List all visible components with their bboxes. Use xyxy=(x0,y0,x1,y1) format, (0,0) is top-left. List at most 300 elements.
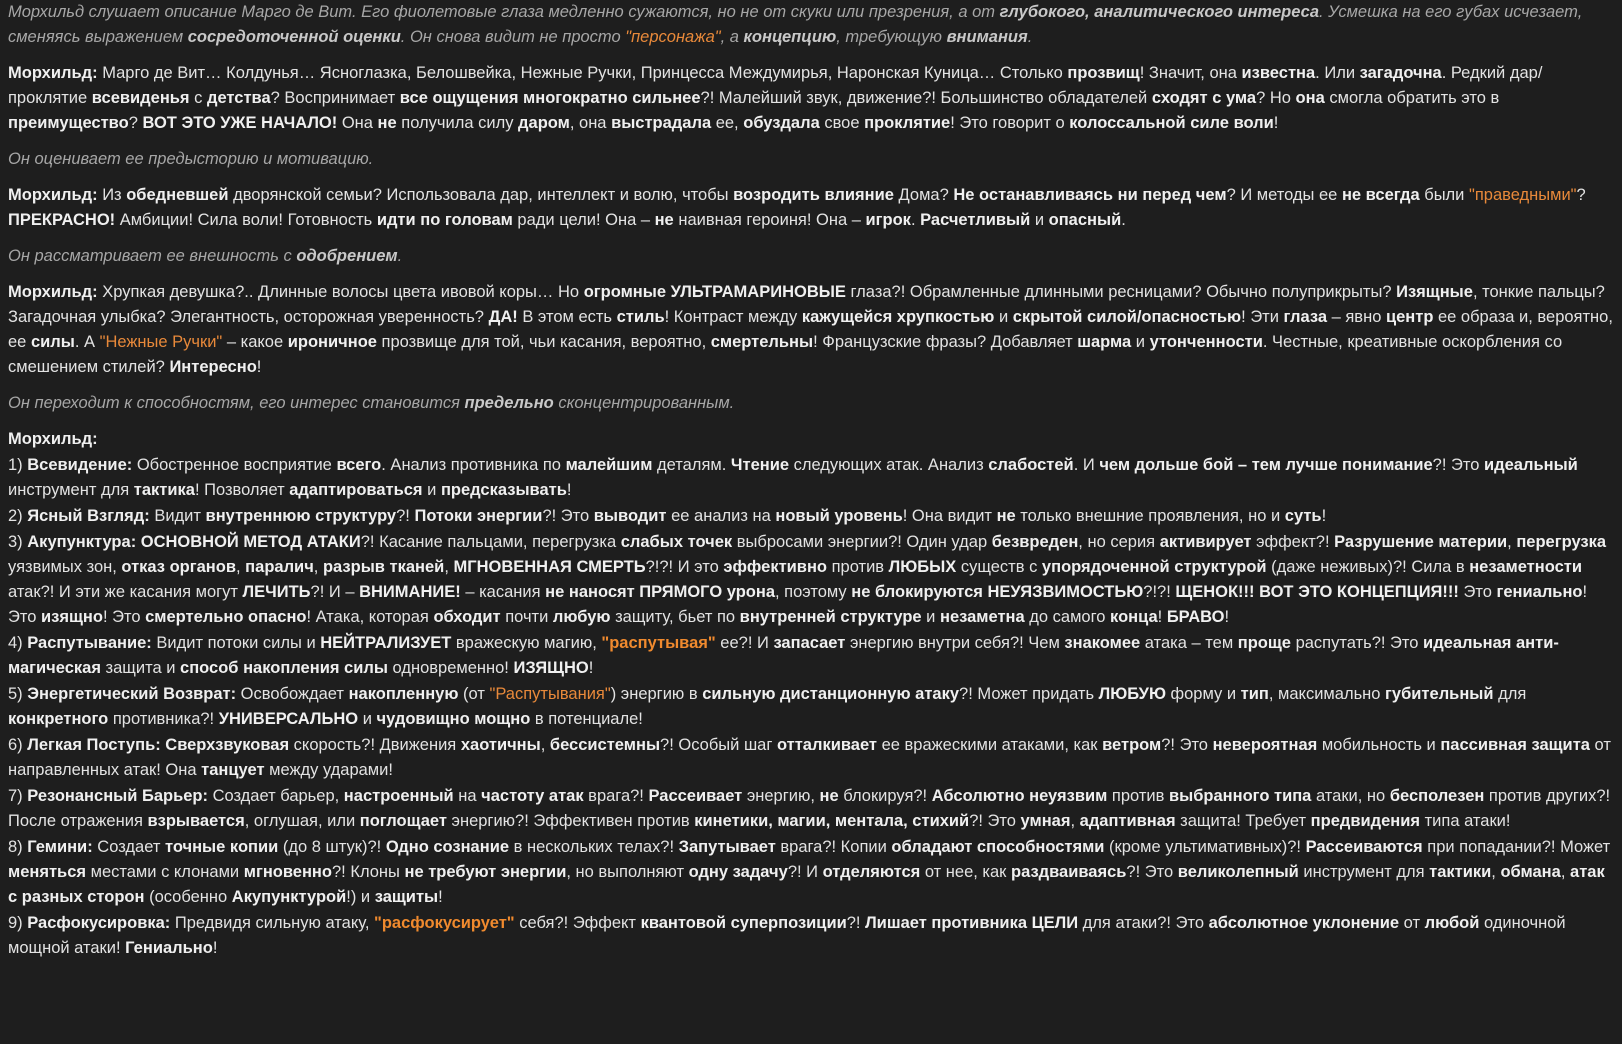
emphasis-text: смертельно опасно xyxy=(145,608,307,626)
text-run: от xyxy=(1399,914,1425,932)
text-run: наивная героиня! Она – xyxy=(673,211,866,229)
text-run: ?! Это xyxy=(542,507,594,525)
text-run: уязвимых зон, xyxy=(8,558,122,576)
emphasis-text: она xyxy=(1295,89,1325,107)
emphasis-text: сходят с ума xyxy=(1151,89,1257,107)
text-run: ! xyxy=(1273,114,1279,132)
speech-paragraph xyxy=(8,453,1614,503)
text-run: энергию?! Эффективен против xyxy=(446,812,695,830)
text-run: Он рассматривает ее внешность с xyxy=(8,247,297,265)
text-run: . Честные, креативные оскорбления со смешением стилей? xyxy=(8,333,1563,376)
text-run: ?! И xyxy=(787,863,823,881)
emphasis-text: точные копии xyxy=(164,838,279,856)
emphasis-text: губительный xyxy=(1385,685,1494,703)
text-run: ?!?! xyxy=(1143,583,1176,601)
emphasis-text: гениально xyxy=(1496,583,1583,601)
emphasis-text: пассивная защита xyxy=(1440,736,1590,754)
emphasis-text: изящно xyxy=(41,608,103,626)
text-run: ? Но xyxy=(1256,89,1296,107)
emphasis-text: обладают способностями xyxy=(891,838,1105,856)
emphasis-text: перегрузка xyxy=(1516,533,1607,551)
text-run: 9) xyxy=(8,914,28,932)
emphasis-text: незаметности xyxy=(1469,558,1582,576)
text-run: ! Это xyxy=(102,608,146,626)
speech-paragraph xyxy=(8,631,1614,681)
text-run: – касания xyxy=(460,583,546,601)
emphasis-text: Абсолютно неуязвим xyxy=(931,787,1108,805)
text-run: и xyxy=(1131,333,1150,351)
text-run: Он переходит к способностям, его интерес становится xyxy=(8,394,465,412)
text-run: ? xyxy=(128,114,143,132)
emphasis-text: Всевидение: xyxy=(27,456,133,474)
text-run: и xyxy=(1030,211,1049,229)
speech-paragraph xyxy=(8,183,1614,233)
emphasis-text: Морхильд: xyxy=(8,186,98,204)
emphasis-text: внимания xyxy=(946,28,1028,46)
text-run: вражескую магию, xyxy=(451,634,602,652)
text-run: Он оценивает ее предысторию и мотивацию. xyxy=(8,150,374,168)
text-run: ?! Может придать xyxy=(959,685,1099,703)
text-run: атака – тем xyxy=(1140,634,1238,652)
emphasis-text: поглощает xyxy=(359,812,447,830)
speech-paragraph xyxy=(8,530,1614,630)
text-run: защита! Требует xyxy=(1175,812,1311,830)
text-run: – какое xyxy=(222,333,288,351)
emphasis-text: смертельны xyxy=(710,333,814,351)
text-run: ? xyxy=(1576,186,1586,204)
text-run: , xyxy=(1070,812,1080,830)
text-run: ?! Это xyxy=(969,812,1021,830)
text-run: . Или xyxy=(1315,64,1360,82)
text-run: 8) xyxy=(8,838,28,856)
text-run: ?! Клоны xyxy=(331,863,405,881)
emphasis-text: хаотичны xyxy=(460,736,541,754)
text-run: в нескольких телах?! xyxy=(509,838,679,856)
emphasis-text: разрыв тканей xyxy=(322,558,445,576)
emphasis-text: обмана xyxy=(1500,863,1561,881)
emphasis-text: слабых точек xyxy=(620,533,733,551)
emphasis-text: конца xyxy=(1110,608,1158,626)
text-run: глаза?! Обрамленные длинными ресницами? Обычно полуприкрыты? xyxy=(845,283,1397,301)
speech-paragraph xyxy=(8,280,1614,380)
text-run: и xyxy=(422,481,441,499)
emphasis-text: упорядоченной структурой xyxy=(1041,558,1267,576)
text-run: ?! Это xyxy=(1432,456,1485,474)
speech-paragraph xyxy=(8,427,1614,452)
emphasis-text: Чтение xyxy=(730,456,790,474)
text-run: инструмент для xyxy=(8,481,134,499)
text-run: смогла обратить это в xyxy=(1324,89,1500,107)
text-run: на xyxy=(453,787,482,805)
emphasis-text: Морхильд: xyxy=(8,430,98,448)
text-run: свое xyxy=(819,114,865,132)
emphasis-text: Гемини: xyxy=(27,838,93,856)
emphasis-text: малейшим xyxy=(565,456,653,474)
text-run: Предвидя сильную атаку, xyxy=(170,914,375,932)
text-run: до самого xyxy=(1024,608,1111,626)
text-run: , она xyxy=(569,114,612,132)
text-run: против xyxy=(827,558,889,576)
text-run: почти xyxy=(500,608,553,626)
text-run: Морхильд слушает описание Марго де Вит. Его фиолетовые глаза медленно сужаются, но не от скуки или презрения, а от xyxy=(8,3,1000,21)
text-run: ? И методы ее xyxy=(1226,186,1342,204)
emphasis-text: концепцию xyxy=(743,28,837,46)
text-run: (особенно xyxy=(144,888,232,906)
text-run: только внешние проявления, но и xyxy=(1015,507,1285,525)
text-run: ! xyxy=(212,939,218,957)
emphasis-text: даром xyxy=(518,114,570,132)
emphasis-text: ЛЕЧИТЬ xyxy=(242,583,311,601)
text-run: 2) xyxy=(8,507,28,525)
text-run: . А xyxy=(74,333,100,351)
emphasis-text: меняться xyxy=(8,863,87,881)
emphasis-text: тип xyxy=(1240,685,1269,703)
emphasis-text: выбранного типа xyxy=(1168,787,1312,805)
text-run: . xyxy=(1121,211,1126,229)
emphasis-text: ветром xyxy=(1102,736,1162,754)
emphasis-text: Рассеиваются xyxy=(1305,838,1423,856)
emphasis-text: не xyxy=(819,787,839,805)
text-run: защиту, бьет по xyxy=(610,608,740,626)
text-run: ?! Касание пальцами, перегрузка xyxy=(360,533,621,551)
text-run: . Он снова видит не просто xyxy=(400,28,626,46)
text-run: ?! Это xyxy=(1126,863,1178,881)
emphasis-text: тактика xyxy=(133,481,195,499)
emphasis-text: отделяются xyxy=(822,863,921,881)
text-run: одиночной мощной атаки! xyxy=(8,914,1566,957)
emphasis-text: выводит xyxy=(593,507,667,525)
emphasis-text: адаптироваться xyxy=(289,481,423,499)
emphasis-text: накопленную xyxy=(348,685,459,703)
text-run: против других?! После отражения xyxy=(8,787,1611,830)
text-run: ее, xyxy=(711,114,744,132)
emphasis-text: Морхильд: xyxy=(8,64,98,82)
text-run: . xyxy=(1027,28,1033,46)
emphasis-text: чем дольше бой – тем лучше понимание xyxy=(1099,456,1433,474)
emphasis-text: Потоки энергии xyxy=(414,507,543,525)
emphasis-text: не требуют энергии xyxy=(404,863,567,881)
emphasis-text: внутренней структуре xyxy=(739,608,922,626)
text-run: , xyxy=(313,558,323,576)
text-run: 7) xyxy=(8,787,28,805)
text-run: ! xyxy=(1157,608,1167,626)
text-run: ? Воспринимает xyxy=(270,89,400,107)
emphasis-text: бесполезен xyxy=(1389,787,1485,805)
text-run: , но выполняют xyxy=(566,863,689,881)
text-run: ! Эти xyxy=(1241,308,1284,326)
text-run: ! xyxy=(256,358,262,376)
text-run: и xyxy=(994,308,1013,326)
emphasis-text: идеальная анти-магическая xyxy=(8,634,1559,677)
text-run: , xyxy=(540,736,550,754)
narration-paragraph xyxy=(8,391,1614,416)
text-run: , но серия xyxy=(1078,533,1160,551)
emphasis-text: ВНИМАНИЕ! xyxy=(359,583,461,601)
text-run: 1) xyxy=(8,456,28,474)
text-run: ?! Малейший звук, движение?! Большинство обладателей xyxy=(700,89,1152,107)
emphasis-text: защиты xyxy=(374,888,439,906)
emphasis-text: отталкивает xyxy=(776,736,877,754)
text-run: мобильность и xyxy=(1317,736,1441,754)
emphasis-text: не всегда xyxy=(1341,186,1420,204)
emphasis-text: умная xyxy=(1020,812,1071,830)
emphasis-text: адаптивная xyxy=(1079,812,1176,830)
emphasis-text: ДА! xyxy=(488,308,518,326)
emphasis-text: детства xyxy=(206,89,271,107)
emphasis-text: прозвищ xyxy=(1067,64,1140,82)
text-run: ?! xyxy=(396,507,415,525)
text-run: . xyxy=(910,211,921,229)
text-run: В этом есть xyxy=(517,308,617,326)
text-run: одновременно! xyxy=(387,659,514,677)
text-run: защита и xyxy=(100,659,181,677)
text-run: (до 8 штук)?! xyxy=(278,838,386,856)
text-run: , тонкие пальцы? Загадочная улыбка? Элегантность, осторожная уверенность? xyxy=(8,283,1605,326)
text-run: врага?! Копии xyxy=(775,838,892,856)
text-run: от нее, как xyxy=(920,863,1011,881)
emphasis-text: раздваиваясь xyxy=(1010,863,1127,881)
text-run: Амбиции! Сила воли! Готовность xyxy=(115,211,377,229)
emphasis-text: эффективно xyxy=(723,558,827,576)
speech-paragraph xyxy=(8,61,1614,136)
text-run: ?! Это xyxy=(1161,736,1213,754)
speech-paragraph xyxy=(8,733,1614,783)
emphasis-text: не xyxy=(377,114,397,132)
emphasis-text: скрытой силой/опасностью xyxy=(1012,308,1242,326)
speech-paragraph xyxy=(8,835,1614,910)
text-run: дворянской семьи? Использовала дар, интеллект и волю, чтобы xyxy=(228,186,734,204)
emphasis-text: любую xyxy=(552,608,611,626)
emphasis-text: Расфокусировка: xyxy=(27,914,171,932)
text-run: против xyxy=(1107,787,1169,805)
text-run: существ с xyxy=(956,558,1042,576)
narration-paragraph xyxy=(8,147,1614,172)
text-run: ! Атака, которая xyxy=(306,608,434,626)
emphasis-text: Энергетический Возврат: xyxy=(27,685,237,703)
emphasis-text: обуздала xyxy=(743,114,820,132)
text-run: , xyxy=(444,558,454,576)
emphasis-text: Резонансный Барьер: xyxy=(27,787,208,805)
text-run: , поэтому xyxy=(775,583,852,601)
emphasis-text: Одно сознание xyxy=(385,838,510,856)
emphasis-text: колоссальной силе воли xyxy=(1069,114,1274,132)
text-run: ! Контраст между xyxy=(664,308,802,326)
quoted-text: "персонажа" xyxy=(625,28,721,46)
text-run: Видит потоки силы и xyxy=(151,634,321,652)
emphasis-text: УНИВЕРСАЛЬНО xyxy=(218,710,359,728)
emphasis-text: активирует xyxy=(1159,533,1252,551)
text-run: типа атаки! xyxy=(1420,812,1511,830)
emphasis-text: новый уровень xyxy=(775,507,903,525)
text-run: Дома? xyxy=(893,186,954,204)
emphasis-text: Лишает противника ЦЕЛИ xyxy=(865,914,1079,932)
emphasis-text: всевиденья xyxy=(91,89,190,107)
emphasis-text: не блокируются НЕУЯЗВИМОСТЬЮ xyxy=(851,583,1144,601)
text-run: эффект?! xyxy=(1251,533,1335,551)
emphasis-text: предельно xyxy=(464,394,554,412)
emphasis-text: невероятная xyxy=(1212,736,1318,754)
emphasis-text: шарма xyxy=(1077,333,1132,351)
emphasis-text: ЩЕНОК!!! ВОТ ЭТО КОНЦЕПЦИЯ!!! xyxy=(1175,583,1459,601)
emphasis-text: мгновенно xyxy=(243,863,332,881)
text-run: ! xyxy=(588,659,594,677)
text-run: скорость?! Движения xyxy=(289,736,461,754)
text-run: и xyxy=(921,608,940,626)
text-run: форму и xyxy=(1165,685,1241,703)
text-run: ! xyxy=(566,481,572,499)
emphasis-text: кинетики, магии, ментала, стихий xyxy=(694,812,970,830)
emphasis-text: Морхильд: xyxy=(8,283,98,301)
emphasis-text: Изящные xyxy=(1396,283,1473,301)
text-run: , оглушая, или xyxy=(244,812,360,830)
emphasis-text: Акупунктура: ОСНОВНОЙ МЕТОД АТАКИ xyxy=(27,533,361,551)
text-run: в потенциале! xyxy=(530,710,643,728)
emphasis-text: частоту атак xyxy=(481,787,584,805)
emphasis-text: не наносят ПРЯМОГО урона xyxy=(545,583,775,601)
speech-paragraph xyxy=(8,911,1614,961)
text-run: ! Позволяет xyxy=(194,481,290,499)
text-run: были xyxy=(1419,186,1469,204)
text-run: , xyxy=(1560,863,1571,881)
emphasis-text: любой xyxy=(1424,914,1480,932)
text-run: ее вражескими атаками, как xyxy=(877,736,1103,754)
text-run: от направленных атак! Она xyxy=(8,736,1611,779)
text-run: . Анализ противника по xyxy=(381,456,566,474)
text-run: с xyxy=(189,89,207,107)
text-run: себя?! Эффект xyxy=(514,914,641,932)
speech-paragraph xyxy=(8,784,1614,834)
text-run: энергию внутри себя?! Чем xyxy=(845,634,1065,652)
text-run: 3) xyxy=(8,533,28,551)
emphasis-text: Запутывает xyxy=(678,838,776,856)
narration-paragraph xyxy=(8,244,1614,269)
speech-paragraph xyxy=(8,504,1614,529)
text-run: ! Французские фразы? Добавляет xyxy=(813,333,1078,351)
text-run: , а xyxy=(720,28,744,46)
emphasis-text: не xyxy=(996,507,1016,525)
text-run: между ударами! xyxy=(264,761,393,779)
text-run: блокируя?! xyxy=(838,787,932,805)
quoted-text: "расфокусирует" xyxy=(374,914,515,932)
emphasis-text: утонченности xyxy=(1149,333,1263,351)
text-run: прозвище для той, чьи касания, вероятно, xyxy=(376,333,711,351)
emphasis-text: Акупунктурой xyxy=(231,888,347,906)
text-run: Создает барьер, xyxy=(207,787,344,805)
emphasis-text: известна xyxy=(1241,64,1316,82)
text-run: ! xyxy=(438,888,443,906)
emphasis-text: обедневшей xyxy=(126,186,229,204)
text-run: ?! И – xyxy=(310,583,360,601)
emphasis-text: ироничное xyxy=(287,333,377,351)
text-run: , xyxy=(236,558,246,576)
emphasis-text: внутреннюю структуру xyxy=(205,507,397,525)
text-run: энергию, xyxy=(742,787,820,805)
emphasis-text: Расчетливый xyxy=(920,211,1031,229)
emphasis-text: возродить влияние xyxy=(733,186,894,204)
text-run: 5) xyxy=(8,685,28,703)
emphasis-text: знакомее xyxy=(1064,634,1141,652)
quoted-text: "Нежные Ручки" xyxy=(99,333,223,351)
text-run: . Усмешка на его губах исчезает, сменяясь выражением xyxy=(8,3,1583,46)
text-run: атаки, но xyxy=(1311,787,1390,805)
emphasis-text: Распутывание: xyxy=(27,634,152,652)
text-run: ради цели! Она – xyxy=(512,211,655,229)
text-run: ! xyxy=(1224,608,1230,626)
text-run: (от xyxy=(458,685,490,703)
text-run: (кроме ультимативных)?! xyxy=(1104,838,1306,856)
emphasis-text: одну задачу xyxy=(688,863,788,881)
text-run: , максимально xyxy=(1268,685,1386,703)
text-run: Освобождает xyxy=(236,685,349,703)
emphasis-text: незаметна xyxy=(939,608,1025,626)
emphasis-text: ВОТ ЭТО УЖЕ НАЧАЛО! xyxy=(142,114,338,132)
text-run: получила силу xyxy=(396,114,519,132)
text-run: Из xyxy=(97,186,127,204)
text-run: противника?! xyxy=(108,710,219,728)
emphasis-text: глаза xyxy=(1283,308,1328,326)
text-run: ?! Особый шаг xyxy=(660,736,777,754)
emphasis-text: предсказывать xyxy=(440,481,567,499)
emphasis-text: Не останавливаясь ни перед чем xyxy=(953,186,1227,204)
emphasis-text: ПРЕКРАСНО! xyxy=(8,211,116,229)
emphasis-text: проще xyxy=(1237,634,1291,652)
emphasis-text: Легкая Поступь: Сверхзвуковая xyxy=(27,736,290,754)
emphasis-text: запасает xyxy=(773,634,846,652)
text-run: 4) xyxy=(8,634,28,652)
emphasis-text: слабостей xyxy=(988,456,1074,474)
text-run: ) энергию в xyxy=(610,685,703,703)
emphasis-text: предвидения xyxy=(1310,812,1421,830)
emphasis-text: великолепный xyxy=(1177,863,1299,881)
text-run: ?!?! И это xyxy=(645,558,724,576)
text-run: (даже неживых)?! Сила в xyxy=(1266,558,1470,576)
quoted-text: "праведными" xyxy=(1468,186,1577,204)
emphasis-text: безвреден xyxy=(991,533,1079,551)
text-run: , xyxy=(1507,533,1517,551)
text-run: 6) xyxy=(8,736,28,754)
text-run: !) и xyxy=(346,888,375,906)
emphasis-text: отказ органов xyxy=(121,558,236,576)
quoted-text: "распутывая" xyxy=(601,634,716,652)
emphasis-text: паралич xyxy=(245,558,314,576)
emphasis-text: бессистемны xyxy=(549,736,661,754)
emphasis-text: сосредоточенной оценки xyxy=(187,28,401,46)
text-run: ! xyxy=(1321,507,1327,525)
emphasis-text: взрывается xyxy=(147,812,245,830)
text-run: сконцентрированным. xyxy=(553,394,735,412)
emphasis-text: преимущество xyxy=(8,114,129,132)
emphasis-text: Разрушение материи xyxy=(1334,533,1508,551)
text-run: ее образа и, вероятно, ее xyxy=(8,308,1613,351)
emphasis-text: тактики xyxy=(1429,863,1492,881)
emphasis-text: МГНОВЕННАЯ СМЕРТЬ xyxy=(453,558,646,576)
emphasis-text: не xyxy=(654,211,674,229)
emphasis-text: БРАВО xyxy=(1166,608,1225,626)
emphasis-text: Ясный Взгляд: xyxy=(27,507,150,525)
text-run: ее?! И xyxy=(715,634,774,652)
text-run: местами с клонами xyxy=(86,863,244,881)
text-run: следующих атак. Анализ xyxy=(789,456,989,474)
emphasis-text: всего xyxy=(336,456,382,474)
text-run: – явно xyxy=(1327,308,1386,326)
emphasis-text: ЛЮБЫХ xyxy=(888,558,957,576)
emphasis-text: Гениально xyxy=(125,939,213,957)
text-run: Хрупкая девушка?.. Длинные волосы цвета ивовой коры… Но xyxy=(97,283,584,301)
emphasis-text: идеальный xyxy=(1484,456,1578,474)
emphasis-text: игрок xyxy=(865,211,911,229)
emphasis-text: стиль xyxy=(616,308,665,326)
text-run: . Редкий дар/проклятие xyxy=(8,64,1543,107)
